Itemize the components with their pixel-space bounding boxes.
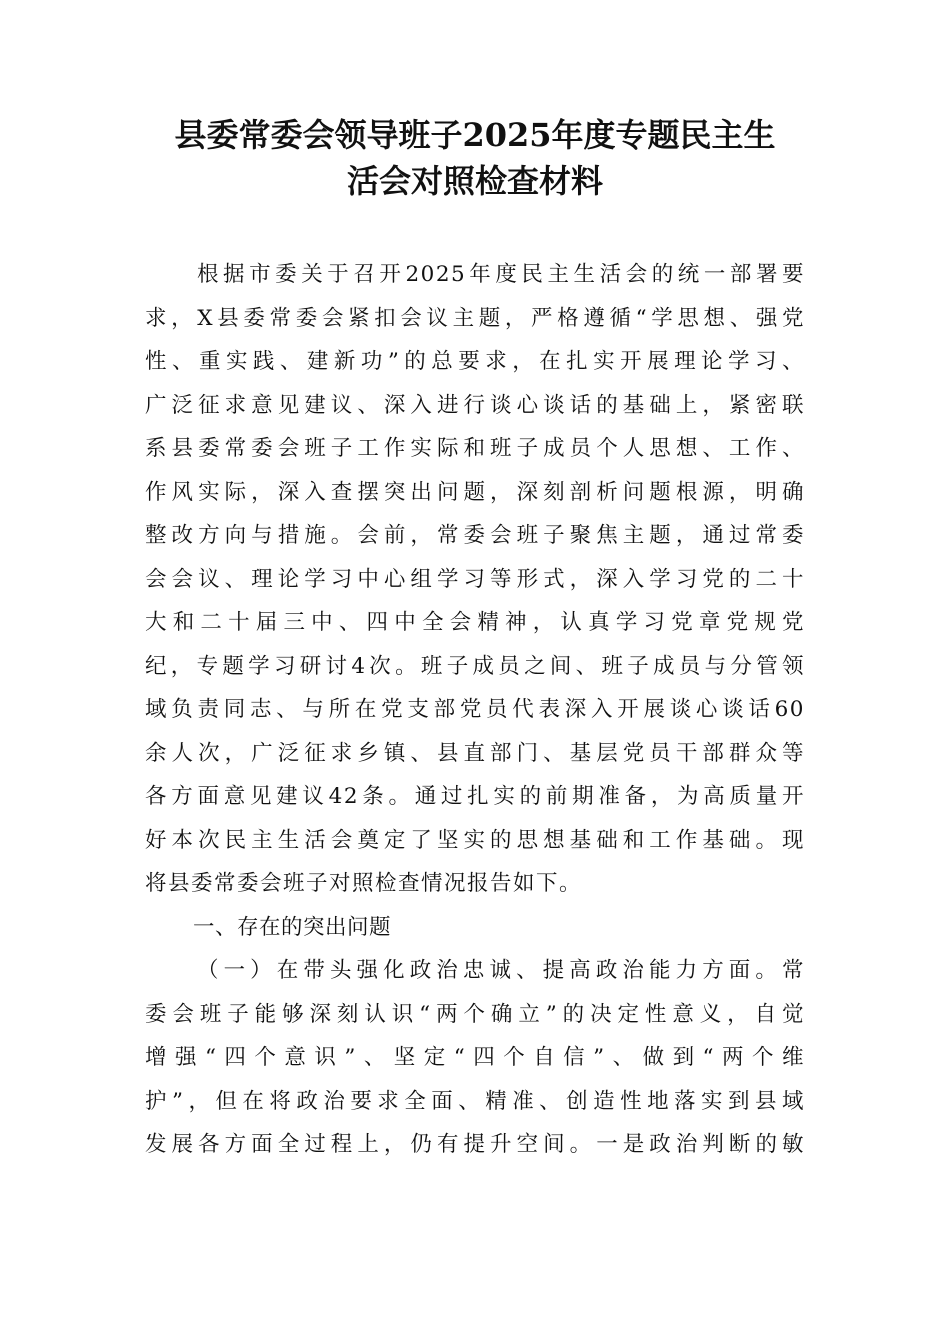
paragraph-1-line: 整改方向与措施。会前，常委会班子聚焦主题，通过常委 xyxy=(145,523,805,548)
paragraph-2-first-tail: 常 xyxy=(781,958,805,983)
paragraph-1-line: 作风实际，深入查摆突出问题，深刻剖析问题根源，明确 xyxy=(145,479,805,505)
document-body xyxy=(145,253,805,1167)
paragraph-1-line: 域负责同志、与所在党支部党员代表深入开展谈心谈话60 xyxy=(145,697,805,722)
paragraph-1-line: 好本次民主生活会奠定了坚实的思想基础和工作基础。现 xyxy=(145,827,805,853)
paragraph-1-line: 系县委常委会班子工作实际和班子成员个人思想、工作、 xyxy=(145,436,805,461)
paragraph-1-line: 大和二十届三中、四中全会精神，认真学习党章党规党 xyxy=(145,610,805,635)
paragraph-1-line: 各方面意见建议42条。通过扎实的前期准备，为高质量开 xyxy=(145,784,805,809)
paragraph-2-line: 增强“四个意识”、坚定“四个自信”、做到“两个维 xyxy=(145,1045,805,1070)
paragraph-1-line: 求，X县委常委会紧扣会议主题，严格遵循“学思想、强党 xyxy=(145,305,805,331)
section-heading: 一、存在的突出问题 xyxy=(193,914,392,940)
paragraph-1-line: 广泛征求意见建议、深入进行谈心谈话的基础上，紧密联 xyxy=(145,392,805,418)
paragraph-1-line: 根据市委关于召开2025年度民主生活会的统一部署要 xyxy=(197,262,805,287)
paragraph-1-line: 纪，专题学习研讨4次。班子成员之间、班子成员与分管领 xyxy=(145,653,805,679)
paragraph-2-line: 委会班子能够深刻认识“两个确立”的决定性意义，自觉 xyxy=(145,1001,805,1027)
paragraph-1-line: 会会议、理论学习中心组学习等形式，深入学习党的二十 xyxy=(145,566,805,592)
title-line-2: 活会对照检查材料 xyxy=(346,162,603,200)
paragraph-1-line: 性、重实践、建新功”的总要求，在扎实开展理论学习、 xyxy=(145,349,805,374)
paragraph-1-line: 余人次，广泛征求乡镇、县直部门、基层党员干部群众等 xyxy=(145,740,805,766)
paragraph-1-line: 将县委常委会班子对照检查情况报告如下。 xyxy=(145,871,583,896)
paragraph-2-line: 护”，但在将政治要求全面、精准、创造性地落实到县域 xyxy=(145,1088,805,1114)
document-title xyxy=(140,112,810,204)
subsection-lead: （一）在带头强化政治忠诚、提高政治能力方面。 xyxy=(197,958,782,983)
title-line-1: 县委常委会领导班子2025年度专题民主生 xyxy=(174,116,776,154)
paragraph-2-line xyxy=(145,949,805,993)
paragraph-2-line: 发展各方面全过程上，仍有提升空间。一是政治判断的敏 xyxy=(145,1132,805,1157)
